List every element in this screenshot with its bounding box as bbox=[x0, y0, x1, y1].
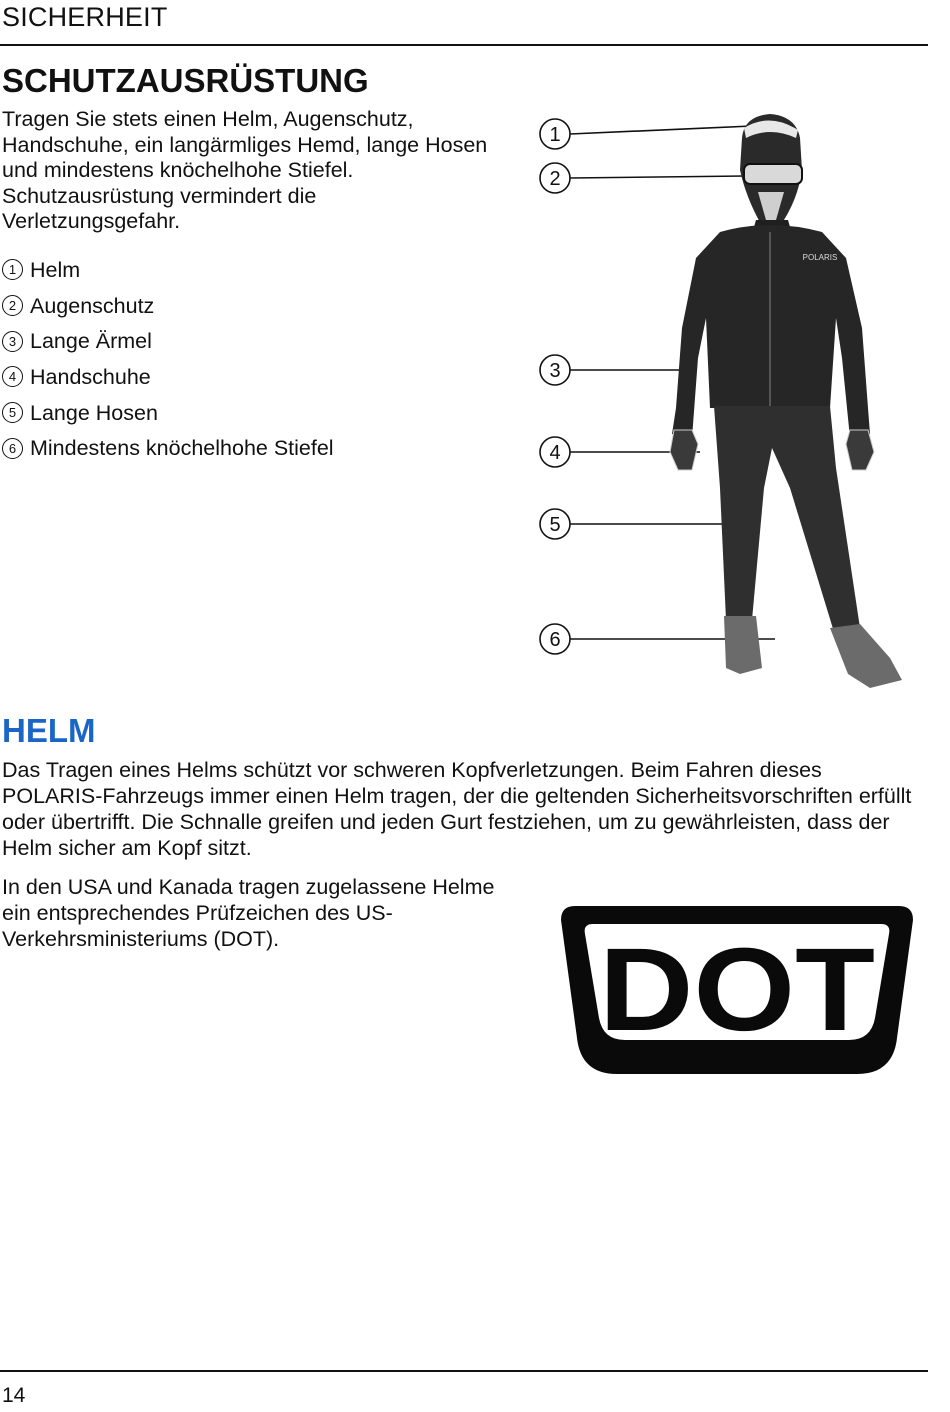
item-number: 6 bbox=[2, 438, 23, 459]
item-label: Handschuhe bbox=[30, 364, 151, 389]
gear-item-eye-protection bbox=[2, 288, 334, 324]
item-number: 3 bbox=[2, 331, 23, 352]
callout-2-label: 2 bbox=[549, 168, 561, 190]
item-label: Lange Ärmel bbox=[30, 329, 152, 354]
section-header: SICHERHEIT bbox=[2, 2, 168, 32]
helmet-heading: HELM bbox=[2, 712, 96, 749]
callout-4-label: 4 bbox=[549, 442, 561, 464]
item-number: 4 bbox=[2, 366, 23, 387]
gear-item-gloves bbox=[2, 359, 334, 395]
helmet-paragraph-1: Das Tragen eines Helms schützt vor schweren Kopfverletzungen. Beim Fahren dieses POLARIS-Fahrzeugs immer einen Helm tragen, der die geltenden Sicherheitsvorschriften erfüllt oder übertrifft. Die Schnalle greifen und jeden Gurt festziehen, um zu gewährleisten, dass der Helm sicher am Kopf sitzt. bbox=[2, 758, 912, 860]
item-label: Helm bbox=[30, 257, 81, 282]
gear-list bbox=[2, 252, 334, 466]
callout-1-label: 1 bbox=[549, 124, 561, 146]
page-number: 14 bbox=[2, 1384, 26, 1407]
dot-logo-text: DOT bbox=[599, 924, 875, 1056]
rider-gear-figure bbox=[530, 108, 930, 708]
footer-rule bbox=[0, 1370, 928, 1372]
callout-6-label: 6 bbox=[549, 629, 561, 651]
callout-3-label: 3 bbox=[549, 360, 561, 382]
item-label: Mindestens knöchelhohe Stiefel bbox=[30, 436, 334, 461]
gear-item-long-pants bbox=[2, 395, 334, 431]
item-number: 1 bbox=[2, 259, 23, 280]
header-rule bbox=[0, 44, 928, 46]
gear-item-long-sleeves bbox=[2, 323, 334, 359]
protective-gear-intro: Tragen Sie stets einen Helm, Augenschutz, Handschuhe, ein langärmliges Hemd, lange Hosen und mindestens knöchelhohe Stiefel. Schutzausrüstung vermindert die Verletzungsgefahr. bbox=[2, 107, 488, 234]
rider-silhouette bbox=[670, 114, 902, 688]
gear-item-boots bbox=[2, 430, 334, 466]
jacket-logo: POLARIS bbox=[802, 253, 838, 262]
item-label: Lange Hosen bbox=[30, 400, 158, 425]
item-number: 5 bbox=[2, 402, 23, 423]
gear-item-helmet bbox=[2, 252, 334, 288]
item-number: 2 bbox=[2, 295, 23, 316]
protective-gear-heading: SCHUTZAUSRÜSTUNG bbox=[2, 62, 369, 99]
helmet-paragraph-2: In den USA und Kanada tragen zugelassene Helme ein entsprechendes Prüfzeichen des US-Verkehrsministeriums (DOT). bbox=[2, 875, 495, 951]
item-label: Augenschutz bbox=[30, 293, 155, 318]
callout-5-label: 5 bbox=[549, 514, 561, 536]
dot-certification-logo bbox=[557, 900, 917, 1080]
